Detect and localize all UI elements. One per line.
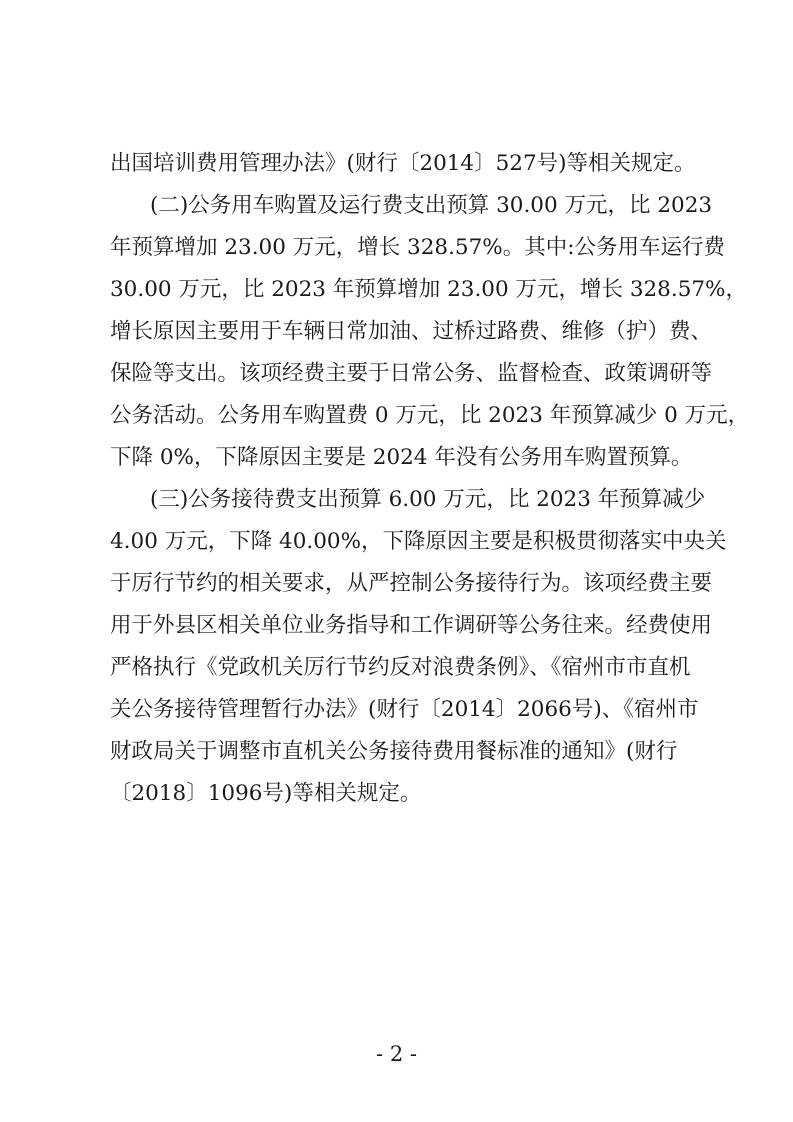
page-number: - 2 - bbox=[376, 1042, 417, 1066]
paragraph-line: 保险等支出。该项经费主要于日常公务、监督检查、政策调研等 bbox=[110, 361, 713, 386]
paragraph-line: 出国培训费用管理办法》(财行〔2014〕527号)等相关规定。 bbox=[110, 151, 696, 176]
paragraph-line: 关公务接待管理暂行办法》(财行〔2014〕2066号)、《宿州市 bbox=[110, 697, 699, 722]
paragraph-line: 严格执行《党政机关厉行节约反对浪费条例》、《宿州市市直机 bbox=[110, 655, 691, 680]
paragraph-line: 〔2018〕1096号)等相关规定。 bbox=[110, 781, 422, 806]
paragraph-line: 30.00 万元，比 2023 年预算增加 23.00 万元，增长 328.57%， bbox=[110, 277, 747, 302]
paragraph-line: 财政局关于调整市直机关公务接待费用餐标准的通知》(财行 bbox=[110, 739, 678, 764]
paragraph-line: (三)公务接待费支出预算 6.00 万元，比 2023 年预算减少 bbox=[150, 487, 706, 512]
paragraph-line: 公务活动。公务用车购置费 0 万元，比 2023 年预算减少 0 万元， bbox=[110, 403, 750, 428]
paragraph-line: (二)公务用车购置及运行费支出预算 30.00 万元，比 2023 bbox=[150, 193, 713, 218]
paragraph-line: 年预算增加 23.00 万元，增长 328.57%。其中:公务用车运行费 bbox=[110, 235, 725, 260]
paragraph-line: 4.00 万元，下降 40.00%，下降原因主要是积极贯彻落实中央关 bbox=[110, 529, 727, 554]
paragraph-line: 增长原因主要用于车辆日常加油、过桥过路费、维修（护）费、 bbox=[110, 319, 713, 344]
paragraph-line: 于厉行节约的相关要求，从严控制公务接待行为。该项经费主要 bbox=[110, 571, 713, 596]
paragraph-line: 用于外县区相关单位业务指导和工作调研等公务往来。经费使用 bbox=[110, 613, 713, 638]
paragraph-line: 下降 0%，下降原因主要是 2024 年没有公务用车购置预算。 bbox=[110, 445, 693, 470]
